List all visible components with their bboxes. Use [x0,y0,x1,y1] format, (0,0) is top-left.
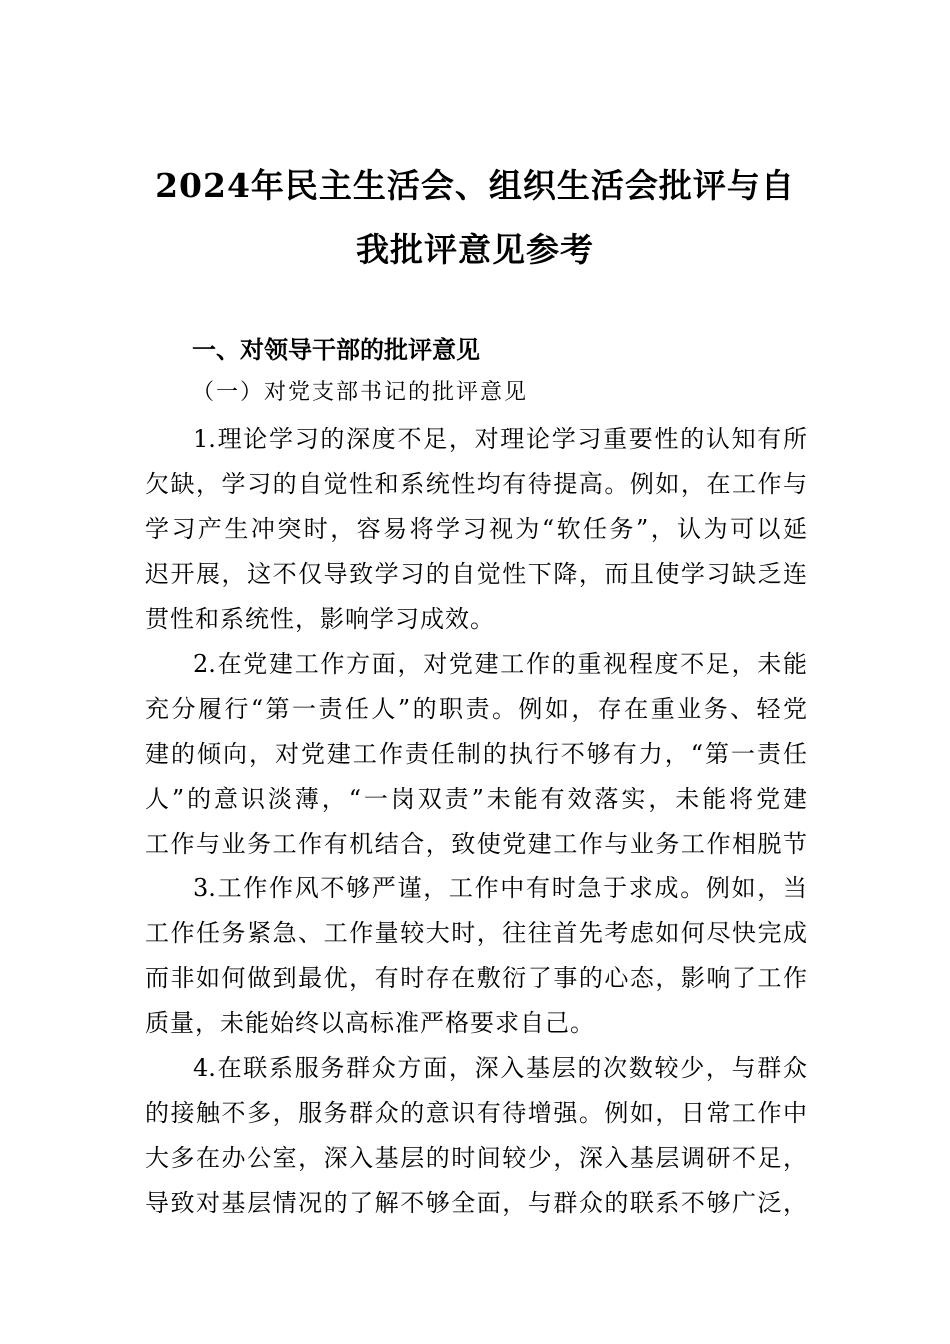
paragraph-1-line-2: 欠缺，学习的自觉性和系统性均有待提高。例如，在工作与 [145,470,807,498]
paragraph-2-line-4: 人”的意识淡薄，“一岗双责”未能有效落实，未能将党建 [145,785,807,813]
paragraph-3-line-3: 而非如何做到最优，有时存在敷衍了事的心态，影响了工作 [145,964,807,992]
document-title-line-1: 2024年民主生活会、组织生活会批评与自 [155,166,795,205]
subsection-heading: （一）对党支部书记的批评意见 [192,380,529,405]
paragraph-4-line-1: 4.在联系服务群众方面，深入基层的次数较少，与群众 [193,1054,807,1082]
paragraph-1-line-4: 迟开展，这不仅导致学习的自觉性下降，而且使学习缺乏连 [145,560,807,588]
paragraph-4-line-2: 的接触不多，服务群众的意识有待增强。例如，日常工作中 [145,1099,807,1127]
paragraph-1-line-5: 贯性和系统性，影响学习成效。 [145,605,495,633]
paragraph-3-line-2: 工作任务紧急、工作量较大时，往往首先考虑如何尽快完成 [145,919,807,947]
paragraph-4-line-4: 导致对基层情况的了解不够全面，与群众的联系不够广泛， [145,1189,807,1217]
paragraph-1-line-1: 1.理论学习的深度不足，对理论学习重要性的认知有所 [193,425,807,453]
paragraph-1-line-3: 学习产生冲突时，容易将学习视为“软任务”，认为可以延 [145,515,807,543]
paragraph-2-line-2: 充分履行“第一责任人”的职责。例如，存在重业务、轻党 [145,695,807,723]
paragraph-3-line-1: 3.工作作风不够严谨，工作中有时急于求成。例如，当 [193,874,807,902]
paragraph-3-line-4: 质量，未能始终以高标准严格要求自己。 [145,1009,595,1037]
paragraph-2-line-3: 建的倾向，对党建工作责任制的执行不够有力，“第一责任 [145,740,807,768]
paragraph-2-line-5: 工作与业务工作有机结合，致使党建工作与业务工作相脱节 [145,830,807,858]
document-title-line-2: 我批评意见参考 [356,230,594,269]
section-heading: 一、对领导干部的批评意见 [192,336,480,364]
paragraph-2-line-1: 2.在党建工作方面，对党建工作的重视程度不足，未能 [193,650,807,678]
paragraph-4-line-3: 大多在办公室，深入基层的时间较少，深入基层调研不足， [145,1144,807,1172]
